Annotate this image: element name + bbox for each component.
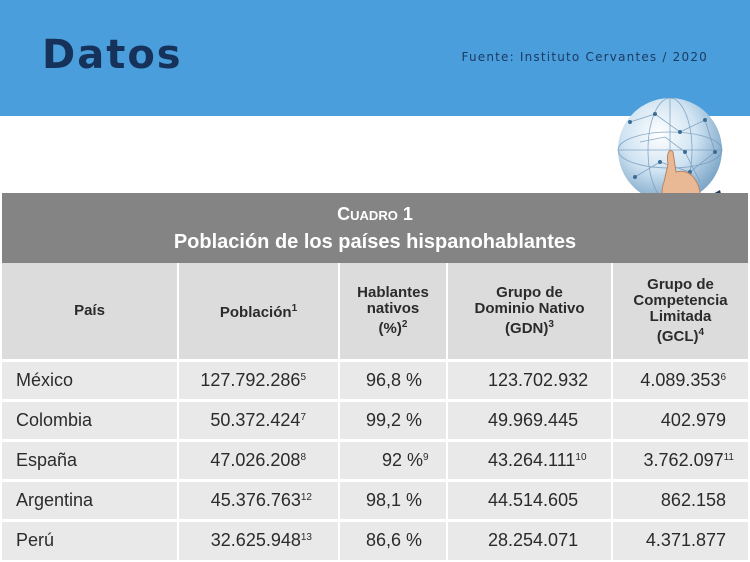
cell-native-pct: 92 %$^9$ bbox=[339, 440, 447, 480]
cell-native-pct: 86,6 % bbox=[339, 520, 447, 560]
cell-population: 127.792.286$^5$ bbox=[178, 360, 339, 400]
cell-population: 50.372.424$^7$ bbox=[178, 400, 339, 440]
cell-country: Colombia bbox=[2, 400, 178, 440]
table-row bbox=[2, 360, 748, 400]
cell-gdn: 123.702.932 bbox=[447, 360, 612, 400]
cell-country: España bbox=[2, 440, 178, 480]
table-row bbox=[2, 440, 748, 480]
cell-country: Perú bbox=[2, 520, 178, 560]
page-title: Datos bbox=[42, 32, 183, 78]
column-header-native-speakers: Hablantes nativos (%)$^2$ bbox=[339, 263, 447, 360]
table-row bbox=[2, 400, 748, 440]
caption-title: Población de los países hispanohablantes bbox=[173, 231, 577, 253]
cell-native-pct: 98,1 % bbox=[339, 480, 447, 520]
cell-native-pct: 96,8 % bbox=[339, 360, 447, 400]
cell-gcl: 862.158 bbox=[612, 480, 748, 520]
column-header-country: País bbox=[2, 263, 178, 360]
table-caption bbox=[2, 193, 748, 263]
population-table bbox=[2, 193, 748, 562]
cell-gdn: 28.254.071 bbox=[447, 520, 612, 560]
column-header-gcl: Grupo de Competencia Limitada (GCL)$^4$ bbox=[612, 263, 748, 360]
cell-gdn: 49.969.445 bbox=[447, 400, 612, 440]
cell-country: Argentina bbox=[2, 480, 178, 520]
cell-population: 45.376.763$^{12}$ bbox=[178, 480, 339, 520]
cell-population: 47.026.208$^8$ bbox=[178, 440, 339, 480]
table-header-row bbox=[2, 263, 748, 360]
cell-population: 32.625.948$^{13}$ bbox=[178, 520, 339, 560]
caption-number: Cuadro 1 bbox=[337, 204, 413, 224]
cell-gcl: 4.371.877 bbox=[612, 520, 748, 560]
column-header-population: Población$^1$ bbox=[178, 263, 339, 360]
data-table bbox=[2, 263, 748, 560]
cell-gdn: 43.264.111$^{10}$ bbox=[447, 440, 612, 480]
table-row bbox=[2, 480, 748, 520]
cell-gcl: 4.089.353$^6$ bbox=[612, 360, 748, 400]
cell-gcl: 402.979 bbox=[612, 400, 748, 440]
cell-country: México bbox=[2, 360, 178, 400]
table-row bbox=[2, 520, 748, 560]
cell-gdn: 44.514.605 bbox=[447, 480, 612, 520]
cell-gcl: 3.762.097$^{11}$ bbox=[612, 440, 748, 480]
source-note: Fuente: Instituto Cervantes / 2020 bbox=[461, 50, 708, 64]
cell-native-pct: 99,2 % bbox=[339, 400, 447, 440]
column-header-gdn: Grupo de Dominio Nativo (GDN)$^3$ bbox=[447, 263, 612, 360]
